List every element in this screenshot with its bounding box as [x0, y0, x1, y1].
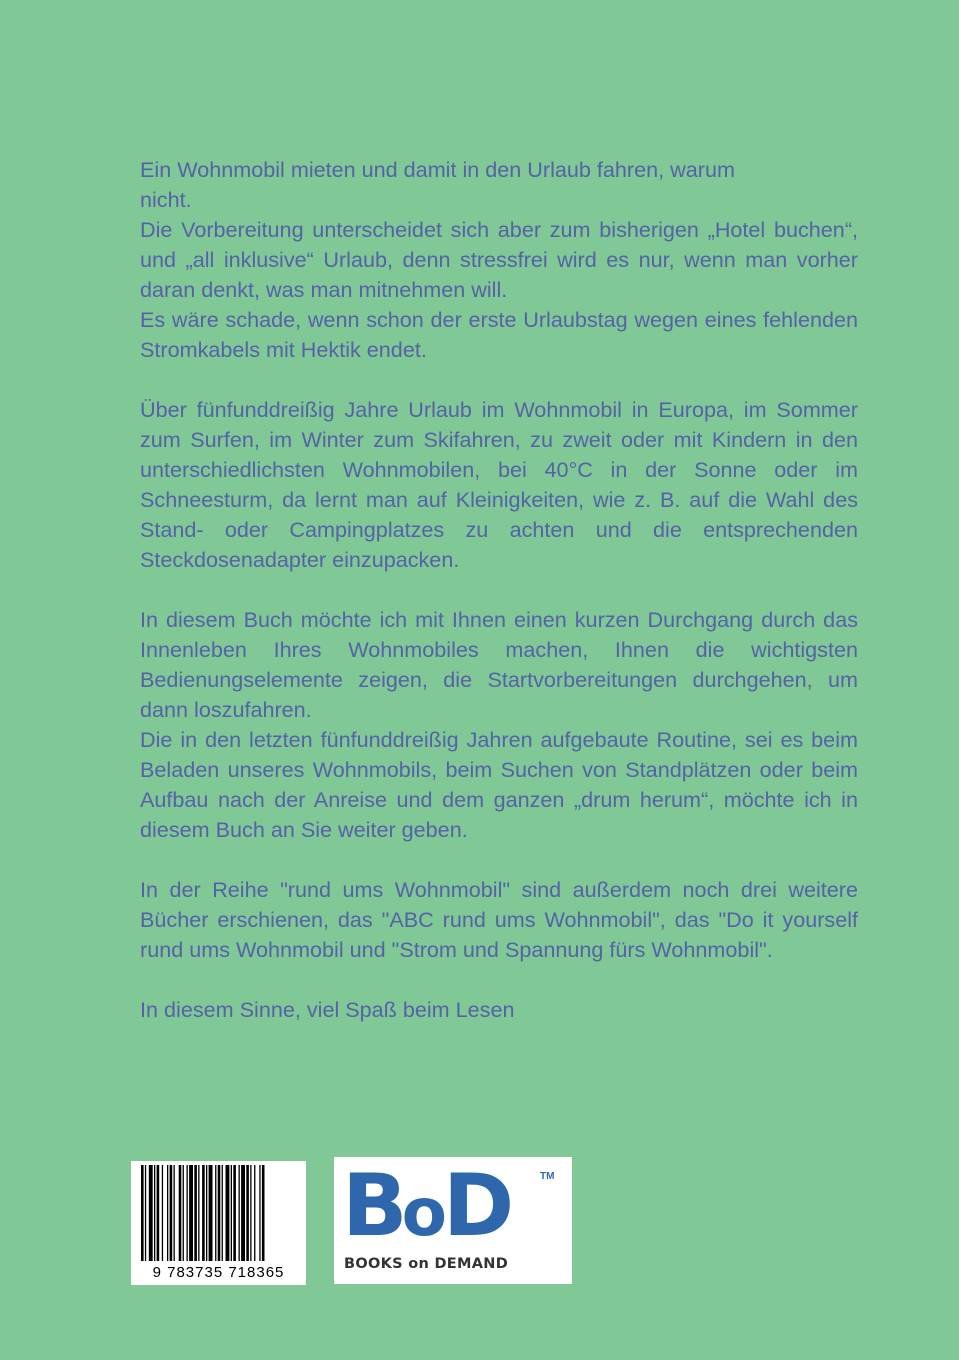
barcode-bar: [215, 1165, 216, 1261]
barcode-bar: [218, 1165, 221, 1261]
barcode-bar: [262, 1165, 265, 1261]
barcode-bar: [254, 1165, 255, 1261]
barcode-bar: [157, 1165, 160, 1261]
barcode-bar: [187, 1165, 188, 1261]
barcode-bar: [162, 1165, 163, 1261]
barcode-bar: [174, 1165, 175, 1261]
bod-logo-mark: BoD: [342, 1156, 509, 1256]
barcode-bar: [226, 1165, 230, 1261]
barcode-bar: [145, 1165, 146, 1261]
barcode-bar: [222, 1165, 223, 1261]
publisher-tagline: BOOKS on DEMAND: [344, 1256, 509, 1272]
barcode-bar: [141, 1165, 144, 1261]
barcode-bar: [202, 1165, 205, 1261]
paragraph-closing: In diesem Sinne, viel Spaß beim Lesen: [140, 997, 515, 1022]
barcode-bar: [250, 1165, 251, 1261]
barcode-bar: [209, 1165, 213, 1261]
paragraph-book-content: In diesem Buch möchte ich mit Ihnen einen kurzen Durchgang durch das Innenleben Ihres Wohnmobiles machen, Ihnen die wichtigsten Bedienungselemente zeigen, die Startvorbereitungen durchgehen, um dann loszufahren.: [140, 607, 859, 722]
paragraph-preparation: Die Vorbereitung unterscheidet sich aber zum bisherigen „Hotel buchen“, und „all inklusive“ Urlaub, denn stressfrei wird es nur, wenn man vorher daran denkt, was man mitnehmen will.: [140, 217, 859, 302]
isbn-digits: 9 783735 718365: [152, 1264, 285, 1281]
barcode-bar: [167, 1165, 168, 1261]
paragraph-series: In der Reihe "rund ums Wohnmobil" sind außerdem noch drei weitere Bücher erschienen, das "ABC rund ums Wohnmobil", das "Do it yourself rund ums Wohnmobil und "Strom und Spannung fürs Wohnmobil".: [140, 877, 859, 962]
barcode-bar: [233, 1165, 236, 1261]
barcode-bar: [246, 1165, 249, 1261]
barcode-bar: [189, 1165, 193, 1261]
barcode-bar: [206, 1165, 207, 1261]
barcode-bar: [194, 1165, 197, 1261]
back-cover-text: [140, 155, 858, 1025]
barcode-bar: [231, 1165, 232, 1261]
barcode-bar: [154, 1165, 155, 1261]
barcode-bar: [198, 1165, 199, 1261]
paragraph-intro: Ein Wohnmobil mieten und damit in den Urlaub fahren, warum nicht.: [140, 157, 735, 212]
barcode-bar: [239, 1165, 240, 1261]
barcode-bar: [170, 1165, 173, 1261]
trademark-symbol: TM: [540, 1171, 555, 1182]
barcode-bar: [259, 1165, 260, 1261]
barcode-bar: [179, 1165, 182, 1261]
barcode-bars: [131, 1161, 306, 1265]
paragraph-cable: Es wäre schade, wenn schon der erste Urlaubstag wegen eines fehlenden Stromkabels mit Hektik endet.: [140, 307, 858, 362]
publisher-logo: [334, 1157, 572, 1284]
barcode-bar: [183, 1165, 184, 1261]
barcode-bar: [241, 1165, 245, 1261]
isbn-barcode: [131, 1161, 306, 1285]
paragraph-routine: Die in den letzten fünfunddreißig Jahren aufgebaute Routine, sei es beim Beladen unseres Wohnmobils, beim Suchen von Standplätzen oder beim Aufbau nach der Anreise und dem ganzen „drum herum“, möchte ich in diesem Buch an Sie weiter geben.: [140, 727, 859, 842]
barcode-bar: [149, 1165, 153, 1261]
paragraph-experience: Über fünfunddreißig Jahre Urlaub im Wohnmobil in Europa, im Sommer zum Surfen, im Winter zum Skifahren, zu zweit oder mit Kindern in den unterschiedlichsten Wohnmobilen, bei 40°C in der Sonne oder im Schneesturm, da lernt man auf Kleinigkeiten, wie z. B. auf die Wahl des Stand- oder Campingplatzes zu achten und die entsprechenden Steckdosenadapter einzupacken.: [140, 397, 859, 572]
